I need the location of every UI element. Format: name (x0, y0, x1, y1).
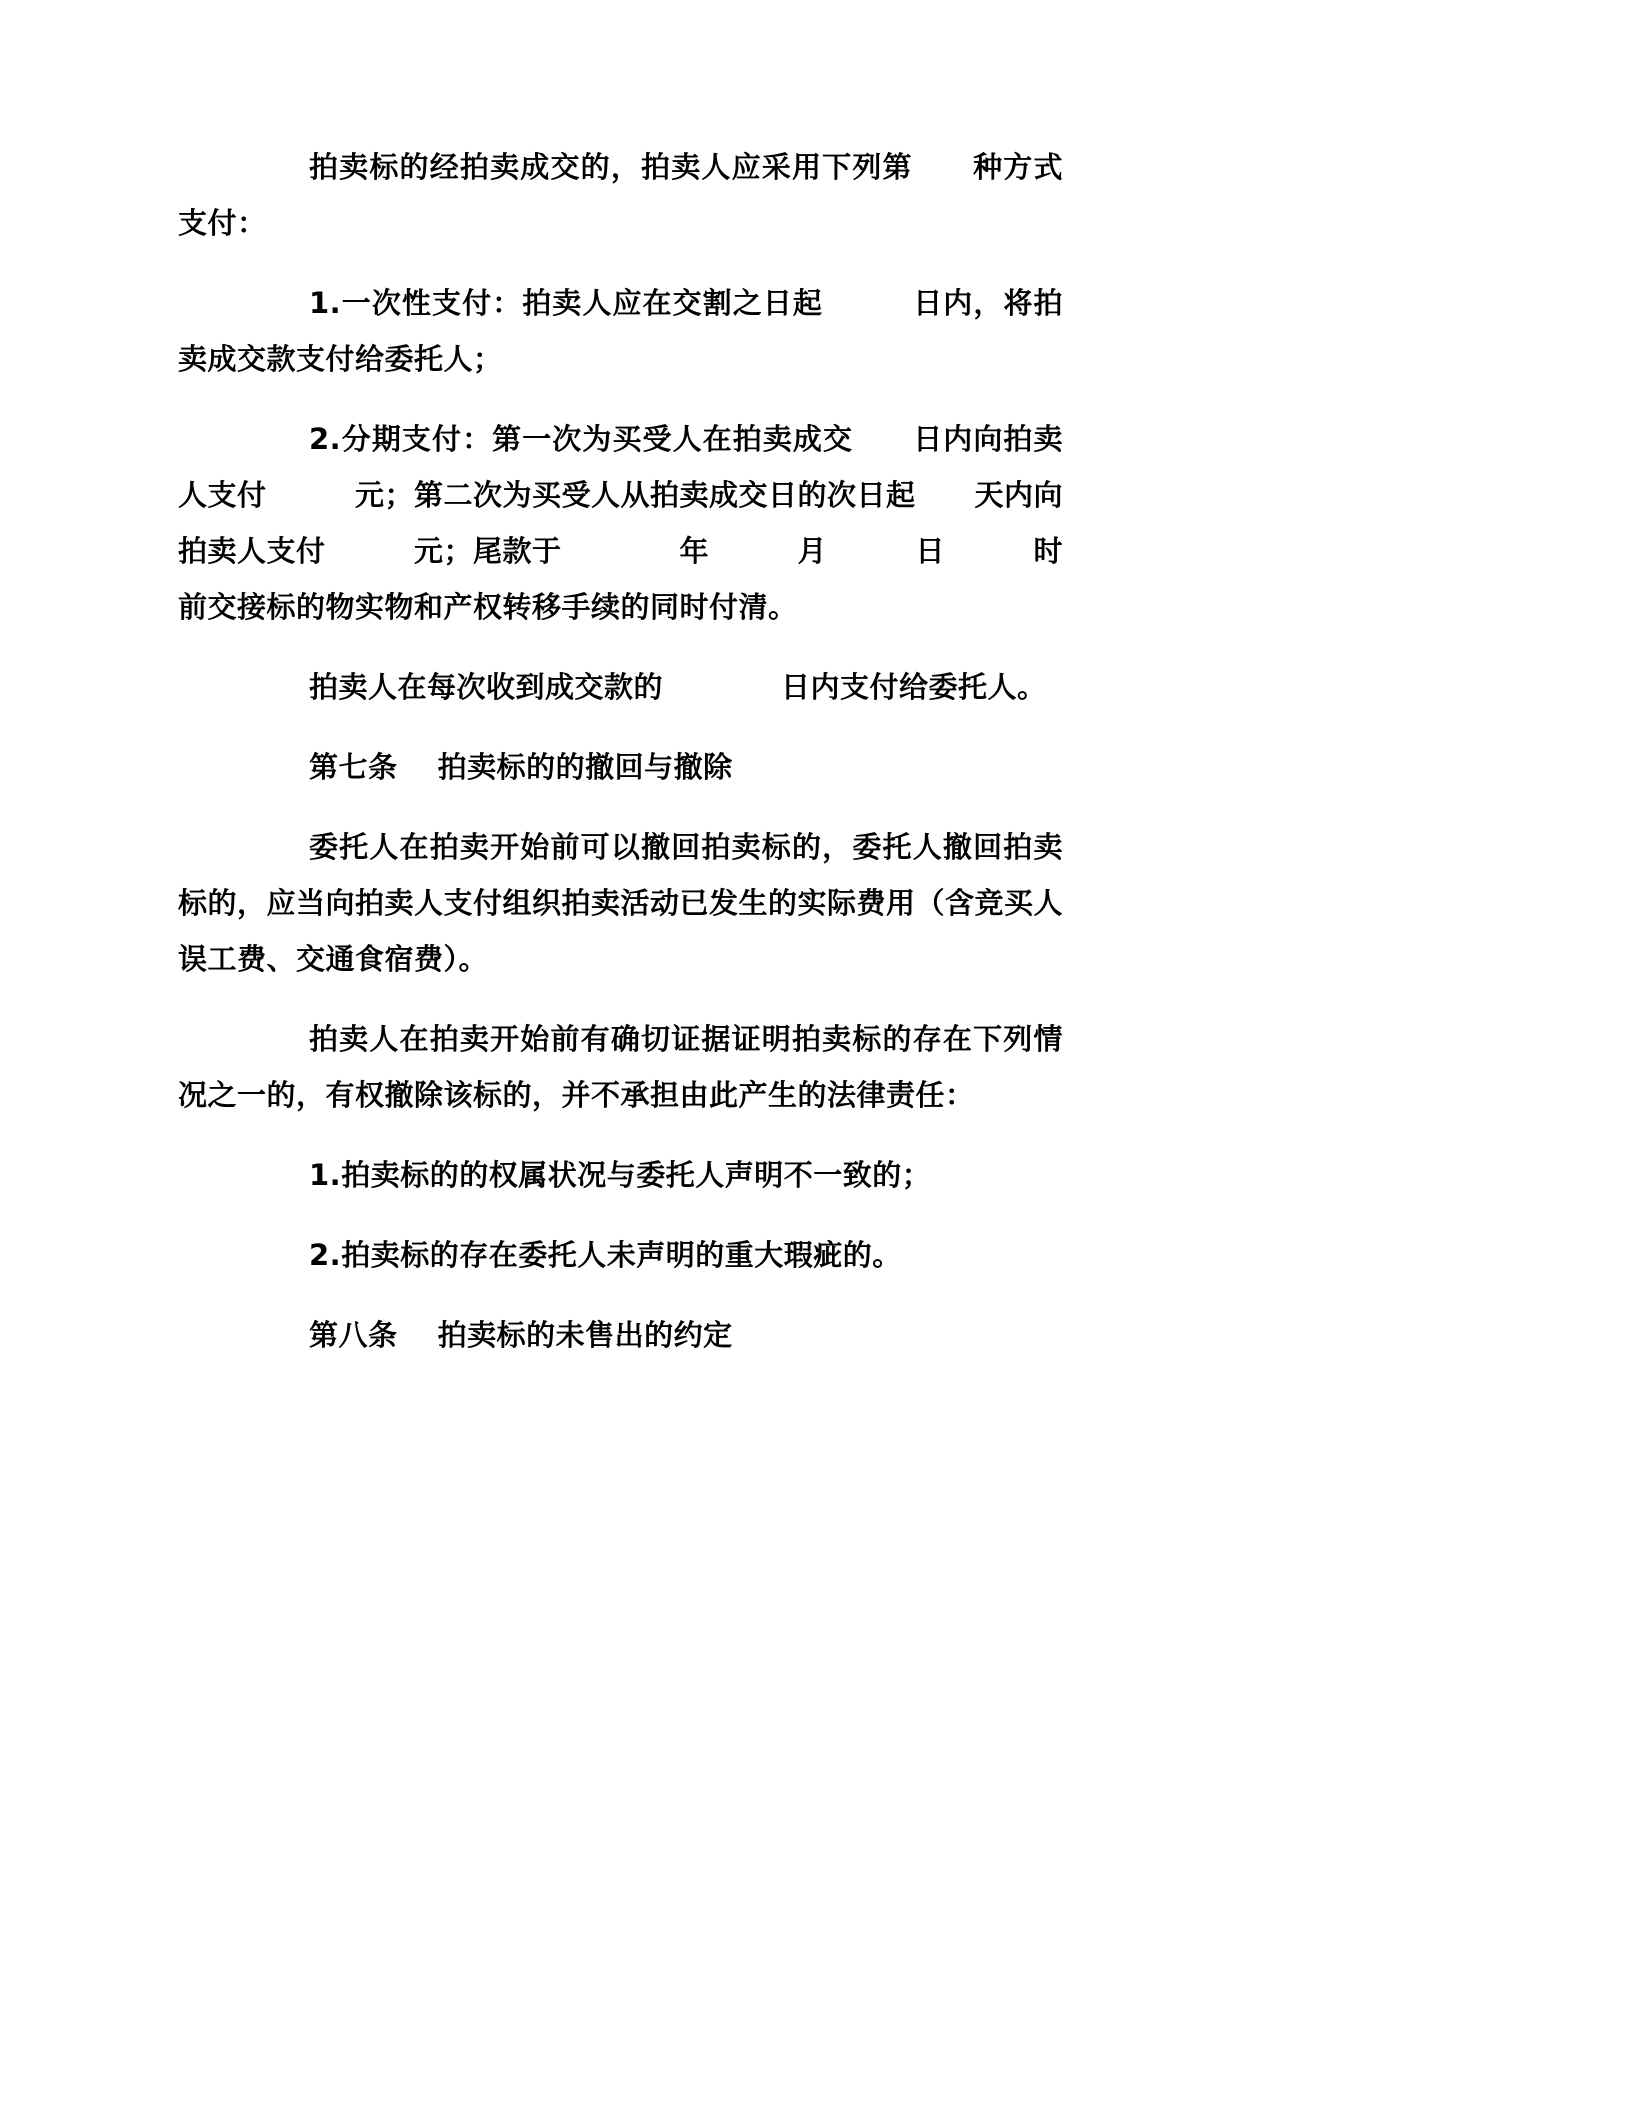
paragraph-lump-sum-payment: 1.一次性支付：拍卖人应在交割之日起 日内，将拍卖成交款支付给委托人； (178, 286, 1063, 376)
paragraph-auctioneer-removal: 拍卖人在拍卖开始前有确切证据证明拍卖标的存在下列情况之一的，有权撤除该标的，并不承担由此产生的法律责任： (178, 1022, 1063, 1112)
list-item-undisclosed-defects: 2.拍卖标的存在委托人未声明的重大瑕疵的。 (309, 1238, 902, 1272)
heading-article-seven: 第七条 拍卖标的的撤回与撤除 (309, 750, 733, 784)
list-item-ownership-discrepancy: 1.拍卖标的的权属状况与委托人声明不一致的； (309, 1158, 932, 1192)
document-body (178, 139, 1063, 1387)
paragraph-remittance-to-consignor: 拍卖人在每次收到成交款的 日内支付给委托人。 (309, 670, 1047, 704)
paragraph-payment-method-intro: 拍卖标的经拍卖成交的，拍卖人应采用下列第 种方式支付： (178, 150, 1063, 240)
heading-article-eight: 第八条 拍卖标的未售出的约定 (309, 1318, 733, 1352)
paragraph-consignor-withdrawal: 委托人在拍卖开始前可以撤回拍卖标的，委托人撤回拍卖标的，应当向拍卖人支付组织拍卖活动已发生的实际费用（含竞买人误工费、交通食宿费）。 (178, 830, 1064, 976)
paragraph-installment-payment: 2.分期支付：第一次为买受人在拍卖成交 日内向拍卖人支付 元；第二次为买受人从拍卖成交日的次日起 天内向拍卖人支付 元；尾款于 年 月 日 时前交接标的物实物和产权转移手续的同时付清。 (178, 422, 1064, 624)
